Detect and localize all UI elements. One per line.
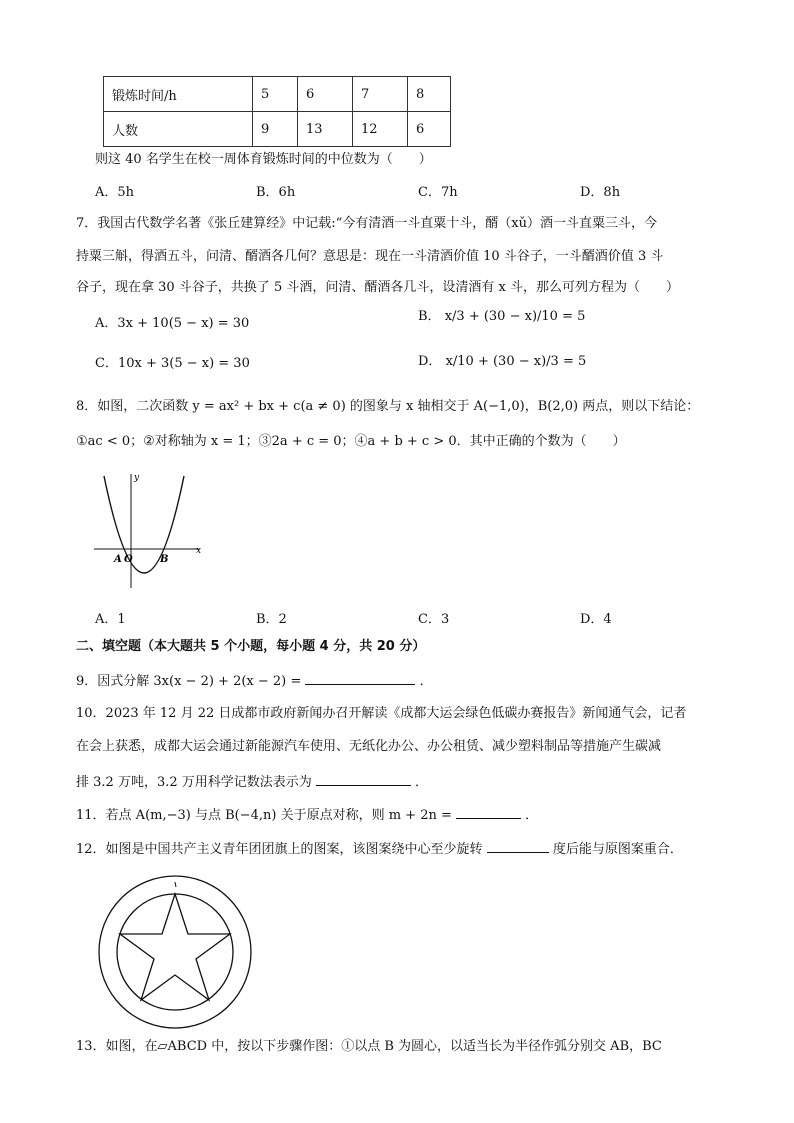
table-cell: 6 <box>408 112 451 147</box>
q13-text: 13．如图，在▱ABCD 中，按以下步骤作图：①以点 B 为圆心，以适当长为半径作弧分别交 AB，BC <box>76 1039 662 1054</box>
q12-question <box>76 840 683 856</box>
top-mark <box>175 882 176 887</box>
point-a-label: A <box>114 554 122 565</box>
table-row <box>104 77 451 112</box>
q6-option-c: C．7h <box>418 185 458 200</box>
q11-text: 11．若点 A(m,−3) 与点 B(−4,n) 关于原点对称，则 m + 2n = <box>76 808 452 823</box>
q7-option-c: C．10x + 3(5 − x) = 30 <box>95 356 250 371</box>
x-label: x <box>196 546 202 556</box>
table-row <box>104 112 451 147</box>
inner-circle <box>117 894 233 1010</box>
q10-line3: 排 3.2 万吨，3.2 万用科学记数法表示为 <box>76 775 312 790</box>
section-2-title: 二、填空题（本大题共 5 个小题，每小题 4 分，共 20 分） <box>76 639 426 654</box>
q7-line3: 谷子，现在拿 30 斗谷子，共换了 5 斗酒，问清、醑酒各几斗，设清酒有 x 斗，那么可列方程为（ ） <box>76 280 679 295</box>
q8-option-b: B．2 <box>256 612 287 627</box>
q7-option-b-expr: x/3 + (30 − x)/10 = 5 <box>444 309 586 324</box>
q12-answer-blank[interactable] <box>487 840 549 853</box>
q8-line2: ①ac < 0；②对称轴为 x = 1；③2a + c = 0；④a + b + c > 0．其中正确的个数为（ ） <box>76 434 626 449</box>
q11-answer-blank[interactable] <box>456 806 521 819</box>
q8-option-a: A．1 <box>95 612 126 627</box>
table-header-label: 锻炼时间/h <box>104 77 253 112</box>
point-b-label: B <box>160 554 169 565</box>
exercise-time-table <box>103 76 451 147</box>
q8-option-c: C．3 <box>418 612 450 627</box>
table-cell: 9 <box>253 112 298 147</box>
q7-option-a: A．3x + 10(5 − x) = 30 <box>95 316 250 331</box>
q8-option-d: D．4 <box>580 612 612 627</box>
q7-option-d-label: D． <box>418 354 442 369</box>
table-cell: 6 <box>298 77 353 112</box>
q10-line2: 在会上获悉，成都大运会通过新能源汽车使用、无纸化办公、办公租赁、减少塑料制品等措施产生碳减 <box>76 739 662 754</box>
q11-end: ． <box>525 808 539 823</box>
table-cell: 13 <box>298 112 353 147</box>
q7-line2: 持粟三斛，得酒五斗，问清、醑酒各几何？意思是：现在一斗清酒价值 10 斗谷子，一斗醑酒价值 3 斗 <box>76 249 664 264</box>
q6-option-a: A．5h <box>95 185 135 200</box>
table-cell: 5 <box>253 77 298 112</box>
table-count-label: 人数 <box>104 112 253 147</box>
origin-label: O <box>124 554 133 565</box>
q6-option-d: D．8h <box>580 185 621 200</box>
q8-line1: 8．如图，二次函数 y = ax² + bx + c(a ≠ 0) 的图象与 x 轴相交于 A(−1,0)，B(2,0) 两点，则以下结论： <box>76 399 700 414</box>
youth-league-emblem <box>96 873 256 1033</box>
q12-end: 度后能与原图案重合． <box>552 842 683 857</box>
q10-answer-blank[interactable] <box>316 773 411 786</box>
q9-end: ． <box>419 674 433 689</box>
q12-text: 12．如图是中国共产主义青年团团旗上的图案，该图案绕中心至少旋转 <box>76 842 483 857</box>
table-cell: 12 <box>353 112 408 147</box>
q10-line3-wrap <box>76 773 428 789</box>
q9-answer-blank[interactable] <box>305 672 415 685</box>
q11-question <box>76 806 538 822</box>
parabola-graph <box>94 470 214 590</box>
outer-circle <box>99 876 251 1028</box>
q6-text: 则这 40 名学生在校一周体育锻炼时间的中位数为（ ） <box>95 152 432 167</box>
q9-text: 9．因式分解 3x(x − 2) + 2(x − 2) = <box>76 674 302 689</box>
q10-line1: 10．2023 年 12 月 22 日成都市政府新闻办召开解读《成都大运会绿色低碳办赛报告》新闻通气会，记者 <box>76 706 687 721</box>
q7-option-d-expr: x/10 + (30 − x)/3 = 5 <box>445 354 587 369</box>
star-icon <box>120 894 230 1000</box>
table-cell: 7 <box>353 77 408 112</box>
q7-option-b <box>418 310 585 323</box>
q10-end: ． <box>415 775 429 790</box>
q6-option-b: B．6h <box>256 185 296 200</box>
y-label: y <box>134 473 140 483</box>
table-cell: 8 <box>408 77 451 112</box>
q9-question <box>76 672 433 688</box>
q7-line1: 7．我国古代数学名著《张丘建算经》中记载:“今有清酒一斗直粟十斗，醑（xǔ）酒一斗直粟三斗，今 <box>76 216 658 231</box>
q7-option-d <box>418 355 586 368</box>
q7-option-b-label: B． <box>418 309 441 324</box>
